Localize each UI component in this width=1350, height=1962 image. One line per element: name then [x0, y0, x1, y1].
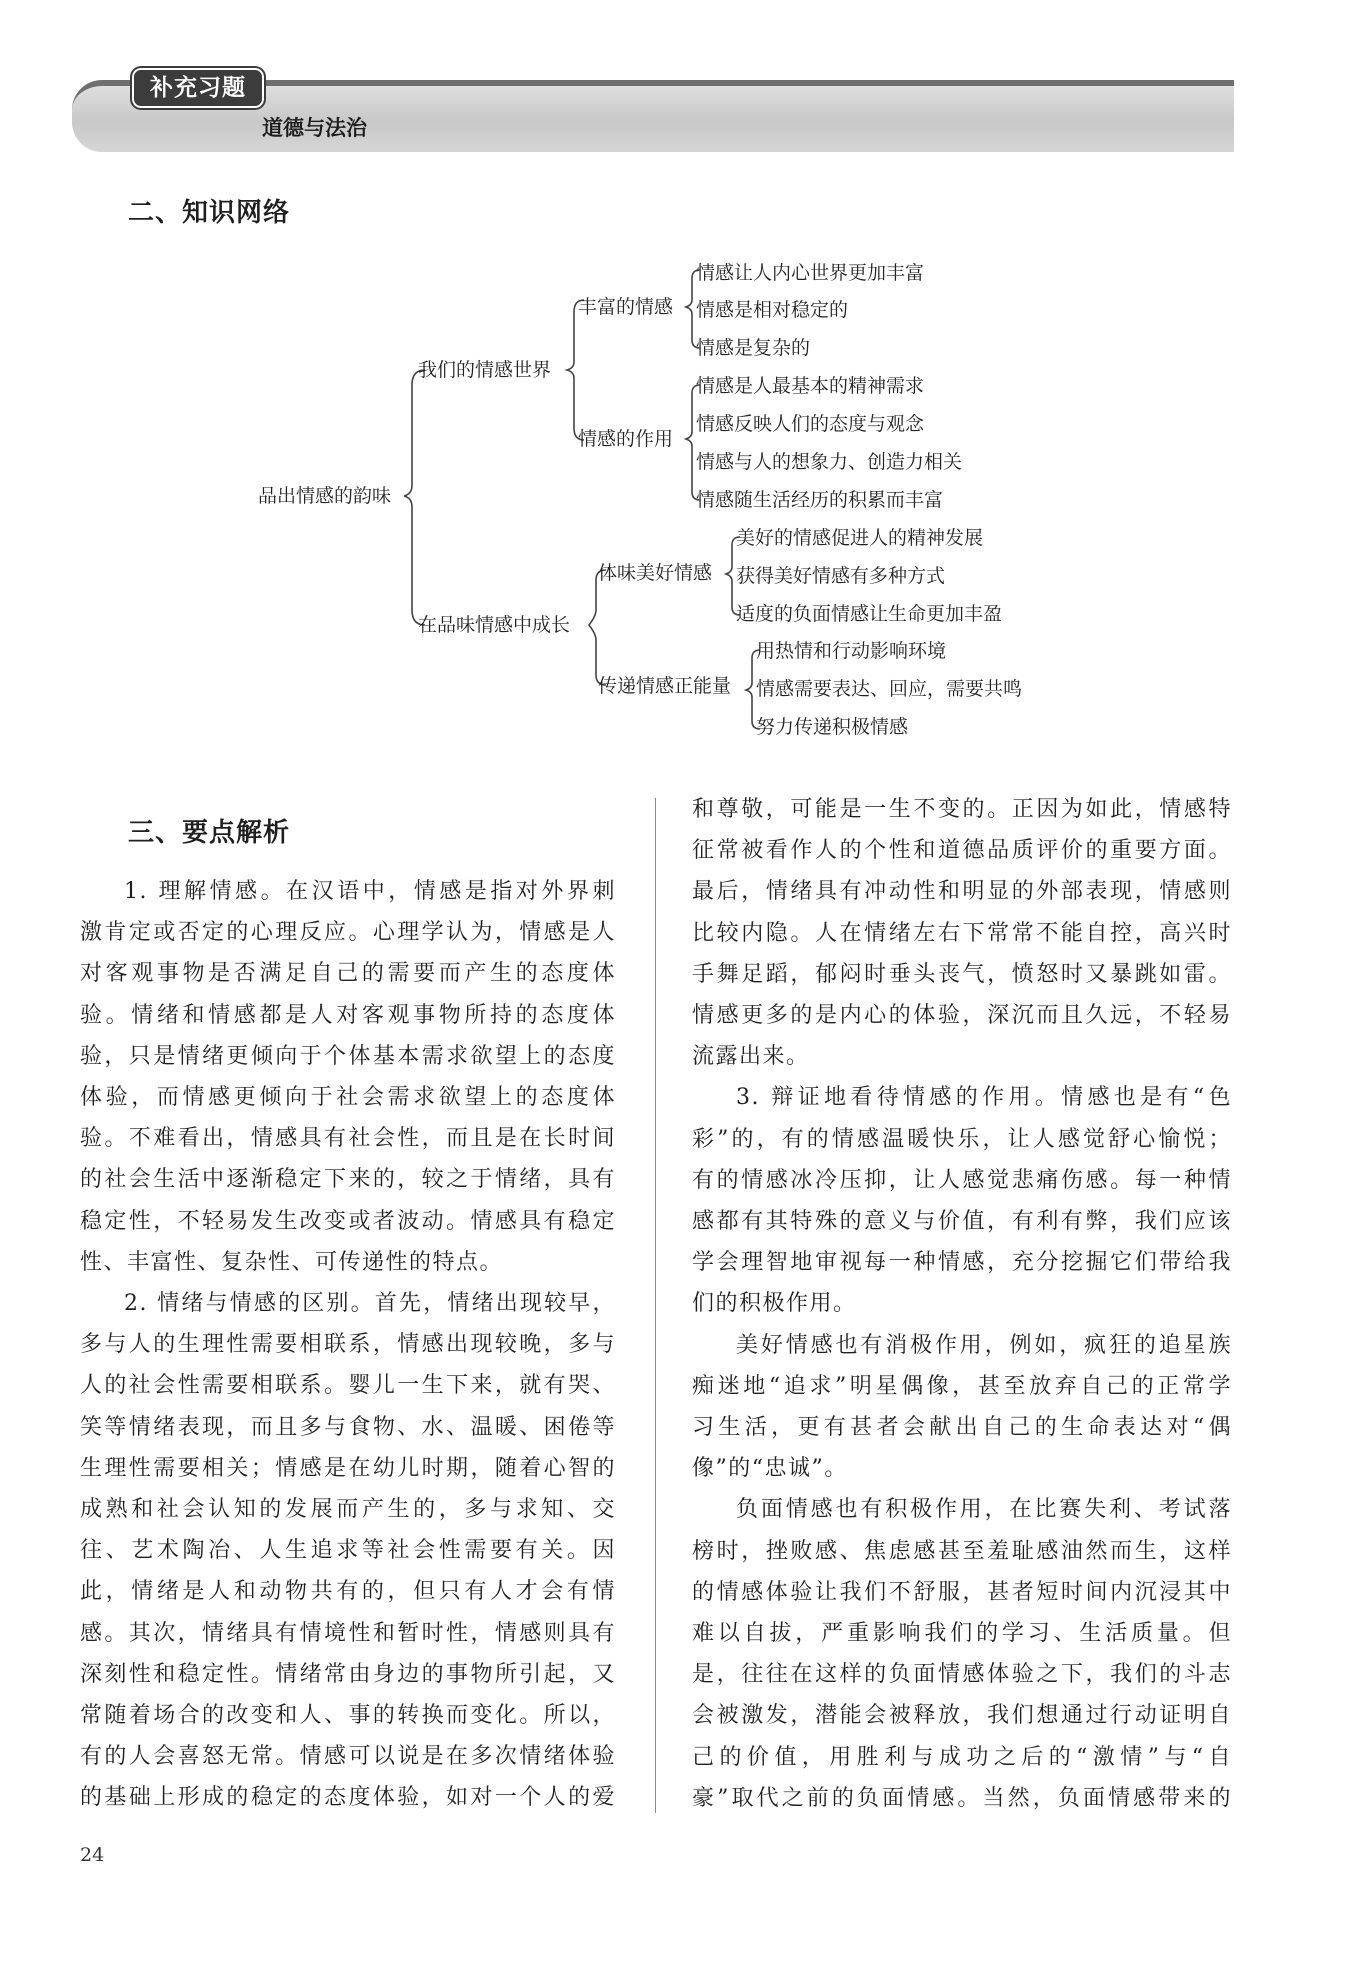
mindmap-leaf: 努力传递积极情感: [756, 716, 909, 738]
mindmap-sub-3: 体味美好情感: [598, 562, 713, 584]
text-line: 痴迷地“追求”明星偶像，甚至放弃自己的正常学: [692, 1373, 1232, 1399]
text-line: 对客观事物是否满足自己的需要而产生的态度体: [80, 961, 616, 987]
mindmap-leaf: 适度的负面情感让生命更加丰盈: [736, 603, 1003, 625]
right-column: [692, 789, 1232, 1819]
mindmap-leaf: 情感是复杂的: [696, 337, 811, 359]
mindmap-root: 品出情感的韵味: [258, 485, 392, 507]
text-line: 习生活，更有甚者会献出自己的生命表达对“偶: [692, 1415, 1232, 1441]
text-line: 美好情感也有消极作用，例如，疯狂的追星族: [736, 1332, 1232, 1358]
text-line: 往、艺术陶冶、人生追求等社会性需要有关。因: [80, 1538, 616, 1564]
section-title-knowledge-network: 二、知识网络: [128, 198, 291, 228]
text-line: 感都有其特殊的意义与价值，有利有弊，我们应该: [692, 1209, 1232, 1235]
mindmap-leaf: 用热情和行动影响环境: [756, 640, 947, 662]
mindmap-leaf: 情感随生活经历的积累而丰富: [696, 489, 944, 511]
text-line: 3. 辩证地看待情感的作用。情感也是有“色: [736, 1085, 1232, 1111]
mindmap-brackets: [0, 0, 1350, 760]
text-line: 们的积极作用。: [692, 1291, 857, 1317]
text-line: 验。情绪和情感都是人对客观事物所持的态度体: [80, 1002, 616, 1028]
text-line: 验。不难看出，情感具有社会性，而且是在长时间: [80, 1126, 616, 1152]
header-tab-label: 补充习题: [132, 68, 264, 108]
text-line: 多与人的生理性需要相联系，情感出现较晚，多与: [80, 1332, 616, 1358]
text-line: 成熟和社会认知的发展而产生的，多与求知、交: [80, 1497, 616, 1523]
text-line: 是，往往在这样的负面情感体验之下，我们的斗志: [692, 1662, 1232, 1688]
mindmap-leaf: 情感需要表达、回应，需要共鸣: [756, 678, 1023, 700]
text-line: 难以自拔，严重影响我们的学习、生活质量。但: [692, 1621, 1232, 1647]
mindmap-leaf: 情感是人最基本的精神需求: [696, 375, 925, 397]
text-line: 有的人会喜怒无常。情感可以说是在多次情绪体验: [80, 1744, 616, 1770]
left-column: [80, 871, 616, 1819]
text-line: 的社会生活中逐渐稳定下来的，较之于情绪，具有: [80, 1167, 616, 1193]
text-line: 征常被看作人的个性和道德品质评价的重要方面。: [692, 838, 1232, 864]
text-line: 负面情感也有积极作用，在比赛失利、考试落: [736, 1497, 1232, 1523]
text-line: 己的价值，用胜利与成功之后的“激情”与“自: [692, 1744, 1232, 1770]
text-line: 的基础上形成的稳定的态度体验，如对一个人的爱: [80, 1785, 616, 1811]
text-line: 深刻性和稳定性。情绪常由身边的事物所引起，又: [80, 1661, 616, 1687]
mindmap-leaf: 获得美好情感有多种方式: [736, 565, 946, 587]
text-line: 体验，而情感更倾向于社会需求欲望上的态度体: [80, 1085, 616, 1111]
text-line: 流露出来。: [692, 1044, 810, 1070]
text-line: 此，情绪是人和动物共有的，但只有人才会有情: [80, 1579, 616, 1605]
header-subject: 道德与法治: [262, 116, 367, 140]
mindmap-branch-2: 在品味情感中成长: [418, 614, 571, 636]
text-line: 榜时，挫败感、焦虑感甚至羞耻感油然而生，这样: [692, 1538, 1232, 1564]
mindmap-sub-1: 丰富的情感: [578, 296, 674, 318]
mindmap-sub-2: 情感的作用: [578, 428, 674, 450]
mindmap-leaf: 美好的情感促进人的精神发展: [736, 527, 984, 549]
mindmap-branch-1: 我们的情感世界: [418, 359, 552, 381]
text-line: 2. 情绪与情感的区别。首先，情绪出现较早，: [124, 1291, 616, 1317]
text-line: 性、丰富性、复杂性、可传递性的特点。: [80, 1249, 504, 1275]
text-line: 和尊敬，可能是一生不变的。正因为如此，情感特: [692, 797, 1232, 822]
text-line: 会被激发，潜能会被释放，我们想通过行动证明自: [692, 1703, 1232, 1729]
text-line: 人的社会性需要相联系。婴儿一生下来，就有哭、: [80, 1373, 616, 1399]
text-line: 豪”取代之前的负面情感。当然，负面情感带来的: [692, 1785, 1232, 1811]
text-line: 生理性需要相关；情感是在幼儿时期，随着心智的: [80, 1455, 616, 1481]
column-divider: [655, 798, 656, 1813]
text-line: 彩”的，有的情感温暖快乐，让人感觉舒心愉悦；: [692, 1126, 1232, 1152]
text-line: 有的情感冰冷压抑，让人感觉悲痛伤感。每一种情: [692, 1167, 1232, 1193]
text-line: 手舞足蹈，郁闷时垂头丧气，愤怒时又暴跳如雷。: [692, 961, 1232, 987]
text-line: 学会理智地审视每一种情感，充分挖掘它们带给我: [692, 1250, 1232, 1276]
text-line: 比较内隐。人在情绪左右下常常不能自控，高兴时: [692, 920, 1232, 946]
mindmap-leaf: 情感与人的想象力、创造力相关: [696, 451, 963, 473]
text-line: 常随着场合的改变和人、事的转换而变化。所以，: [80, 1703, 616, 1729]
section-title-key-points: 三、要点解析: [128, 818, 291, 848]
mindmap-leaf: 情感让人内心世界更加丰富: [696, 262, 925, 284]
text-line: 感。其次，情绪具有情境性和暂时性，情感则具有: [80, 1620, 616, 1646]
text-line: 稳定性，不轻易发生改变或者波动。情感具有稳定: [80, 1208, 616, 1234]
text-line: 激肯定或否定的心理反应。心理学认为，情感是人: [80, 920, 616, 946]
text-line: 笑等情绪表现，而且多与食物、水、温暖、困倦等: [80, 1414, 616, 1440]
text-line: 1. 理解情感。在汉语中，情感是指对外界刺: [124, 879, 616, 904]
mindmap-leaf: 情感是相对稳定的: [696, 299, 849, 321]
mindmap-sub-4: 传递情感正能量: [598, 675, 732, 697]
text-line: 情感更多的是内心的体验，深沉而且久远，不轻易: [692, 1003, 1232, 1029]
text-line: 的情感体验让我们不舒服，甚者短时间内沉浸其中: [692, 1579, 1232, 1605]
text-line: 验，只是情绪更倾向于个体基本需求欲望上的态度: [80, 1043, 616, 1069]
mindmap-leaf: 情感反映人们的态度与观念: [696, 413, 925, 435]
page-number: 24: [80, 1844, 105, 1866]
text-line: 像”的“忠诚”。: [692, 1456, 848, 1482]
text-line: 最后，情绪具有冲动性和明显的外部表现，情感则: [692, 879, 1232, 905]
